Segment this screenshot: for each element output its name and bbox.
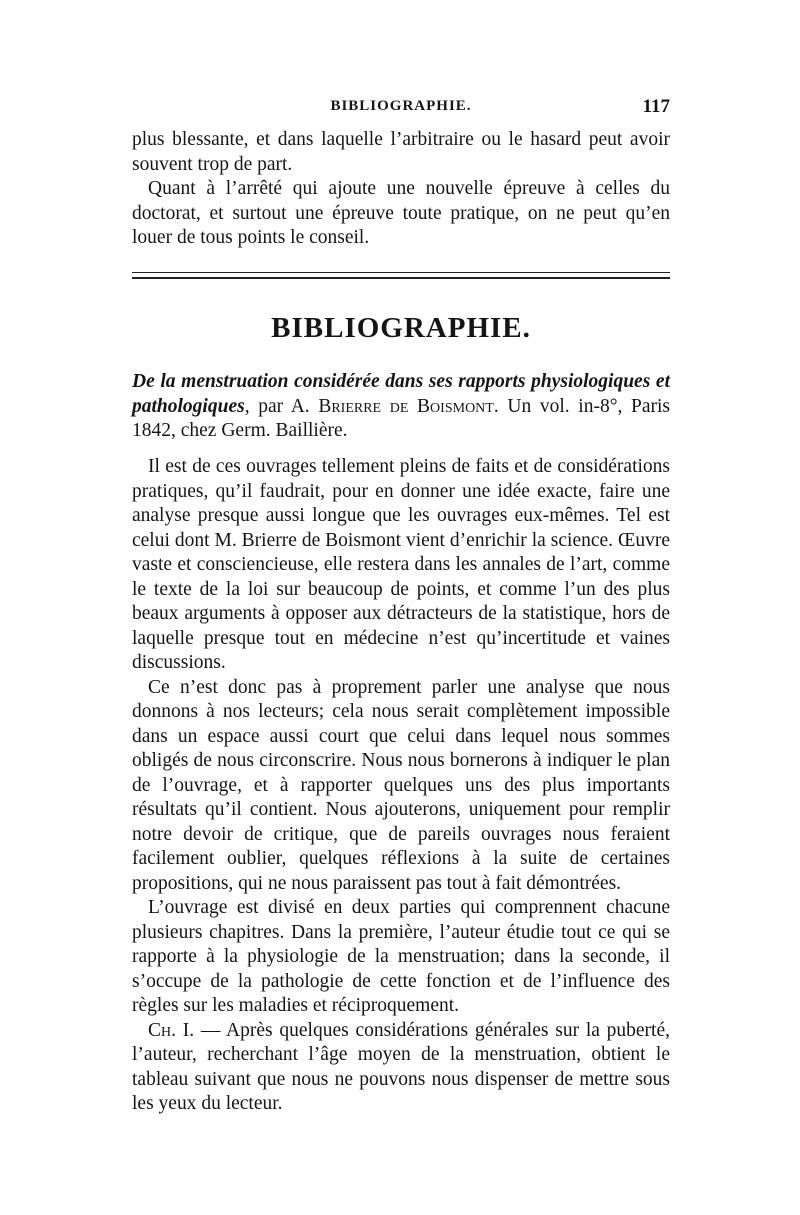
continuation-paragraph-1: plus blessante, et dans laquelle l’arbitraire ou le hasard peut avoir souvent trop de part. <box>132 129 670 175</box>
chapter-label: Ch. I. <box>148 1019 195 1041</box>
book-citation <box>132 370 670 444</box>
citation-author-name: Brierre de Boismont <box>318 395 494 417</box>
running-head <box>132 98 670 124</box>
section-heading: BIBLIOGRAPHIE. <box>271 312 531 344</box>
body-paragraph-2: Ce n’est donc pas à proprement parler une analyse que nous donnons à nos lecteurs; cela nous serait complètement impossible dans un espace aussi court que celui dans lequel nous sommes obligés de nous circonscrire. Nous nous bornerons à indiquer le plan de l’ouvrage, et à rapporter quelques uns des plus importants résultats qu’il contient. Nous ajouterons, uniquement pour remplir notre devoir de critique, que de pareils ouvrages nous feraient facilement oublier, quelques réflexions à la suite de certaines propositions, qui ne nous paraissent pas tout à fait démontrées. <box>132 676 670 894</box>
citation-work-title: De la menstruation considérée dans ses rapports physiologiques et pathologiques <box>132 371 670 417</box>
body-paragraph-1: Il est de ces ouvrages tellement pleins de faits et de considérations pratiques, qu’il faudrait, pour en donner une idée exacte, faire une analyse presque aussi longue que les ouvrages eux-mêmes. Tel est celui dont M. Brierre de Boismont vient d’enrichir la science. Œuvre vaste et consciencieuse, elle restera dans les annales de l’art, comme le texte de la loi sur beaucoup de points, et comme l’un des plus beaux arguments à opposer aux détracteurs de la statistique, hors de laquelle presque tout en médecine n’est qu’incertitude et vaines discussions. <box>132 456 670 673</box>
section-divider-rule <box>132 272 670 279</box>
continuation-text <box>132 128 670 251</box>
chapter-text: — Après quelques considérations générales sur la puberté, l’auteur, recherchant l’âge moyen de la menstruation, obtient le tableau suivant que nous ne pouvons nous dispenser de mettre sous les yeux du lecteur. <box>132 1019 670 1114</box>
page-number: 117 <box>642 96 670 117</box>
body-paragraph-3: L’ouvrage est divisé en deux parties qui comprennent chacune plusieurs chapitres. Dans la première, l’auteur étudie tout ce qui se rapporte à la physiologie de la menstruation; dans la seconde, il s’occupe de la pathologie de cette fonction et de l’influence des règles sur les maladies et réciproquement. <box>132 897 670 1016</box>
citation-details: . Un vol. in-8°, Paris 1842, chez Germ. Baillière. <box>132 395 671 441</box>
citation-separator: , par <box>244 395 291 417</box>
continuation-paragraph-2: Quant à l’arrêté qui ajoute une nouvelle épreuve à celles du doctorat, et surtout une épreuve toute pratique, on ne peut qu’en louer de tous points le conseil. <box>132 178 670 248</box>
citation-author-initial: A. <box>290 395 310 417</box>
running-title: BIBLIOGRAPHIE. <box>330 98 472 114</box>
review-body <box>132 455 670 1117</box>
body-paragraph-4 <box>132 1019 670 1117</box>
